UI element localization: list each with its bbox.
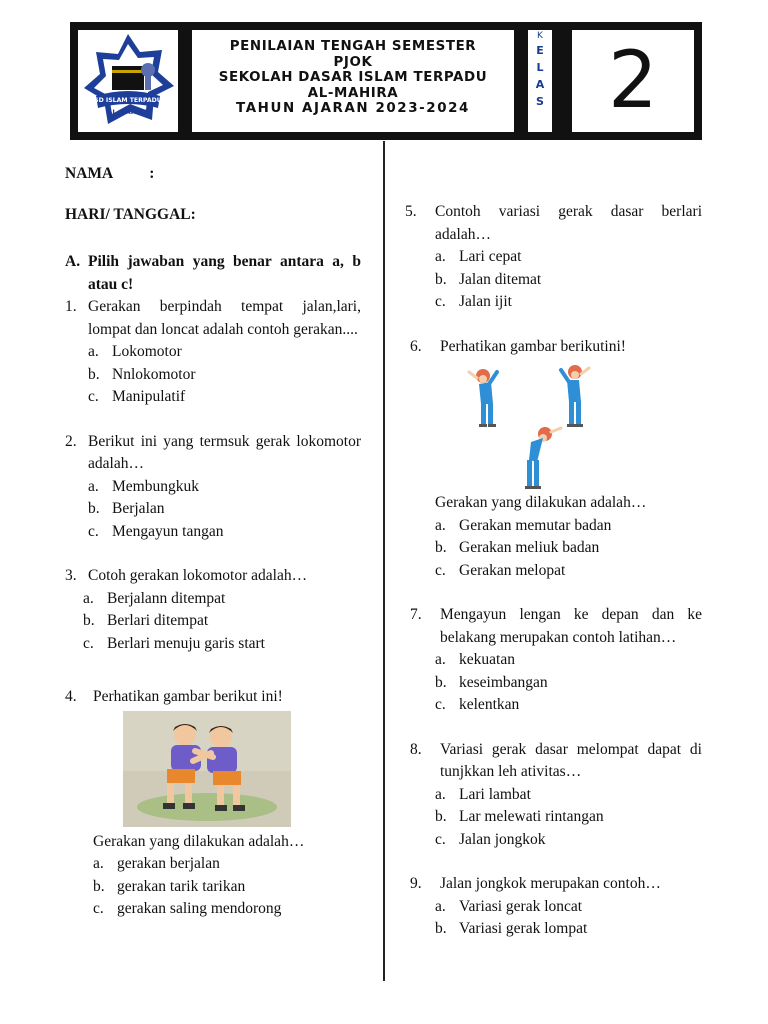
option-c: c. Jalan jongkok: [435, 830, 546, 848]
question-number: 2.: [65, 432, 77, 450]
column-divider: [383, 141, 385, 981]
question-text: Cotoh gerakan lokomotor adalah…: [88, 567, 308, 584]
nama-label: NAMA: [65, 165, 114, 182]
school-logo: [78, 30, 178, 132]
title-line-5: TAHUN AJARAN 2023-2024: [236, 101, 470, 116]
question-number: 3.: [65, 567, 77, 584]
option-a: a. Lokomotor: [88, 343, 182, 360]
option-b: b. Lar melewati rintangan: [435, 808, 604, 825]
question-number: 6.: [410, 337, 422, 355]
left-column: [65, 163, 361, 921]
kelas-letter: A: [535, 78, 545, 91]
question-subtext: Gerakan yang dilakukan adalah…: [435, 494, 647, 511]
option-b: b. Berjalan: [88, 500, 165, 517]
option-b: b. Jalan ditemat: [435, 270, 542, 288]
option-c: c. Gerakan melopat: [435, 561, 566, 579]
wrestling-illustration: [65, 711, 361, 827]
section-heading: [65, 251, 361, 296]
question-6: [405, 336, 702, 583]
header-banner: [70, 22, 702, 140]
option-c: c. Jalan ijit: [435, 293, 512, 310]
option-c: c. gerakan saling mendorong: [93, 900, 282, 917]
question-7: [405, 604, 702, 717]
question-text: Jalan jongkok merupakan contoh…: [440, 875, 661, 892]
title-line-4: AL-MAHIRA: [307, 85, 399, 101]
option-a: a. Variasi gerak loncat: [435, 897, 583, 915]
nama-field: [65, 163, 361, 186]
section-title: Pilih jawaban yang benar antara a, b atau c!: [88, 253, 361, 293]
title-line-3: SEKOLAH DASAR ISLAM TERPADU: [218, 70, 488, 85]
question-1: [65, 296, 361, 409]
question-text: Gerakan berpindah tempat jalan,lari, lompat dan loncat adalah contoh gerakan....: [88, 298, 361, 338]
option-b: b. Berlari ditempat: [83, 612, 209, 629]
option-b: b. Gerakan meliuk badan: [435, 539, 600, 556]
question-text: Perhatikan gambar berikutini!: [440, 337, 626, 355]
option-a: a. Lari lambat: [435, 785, 531, 803]
option-a: a. Membungkuk: [88, 477, 199, 495]
question-number: 4.: [65, 688, 77, 705]
question-text: Perhatikan gambar berikut ini!: [93, 688, 283, 705]
nama-separator: :: [149, 165, 155, 182]
option-a: a. gerakan berjalan: [93, 855, 220, 872]
section-letter: A.: [65, 253, 81, 270]
kelas-letter: E: [536, 44, 544, 57]
option-c: c. Mengayun tangan: [88, 522, 224, 540]
option-a: a. kekuatan: [435, 651, 515, 668]
question-text: Contoh variasi gerak dasar berlari adalah…: [435, 203, 702, 243]
svg-text:AL-MAHIRA: AL-MAHIRA: [107, 108, 149, 116]
right-column: [405, 201, 702, 941]
option-b: b. Nnlokomotor: [88, 365, 196, 383]
option-a: a. Berjalann ditempat: [83, 589, 226, 607]
option-c: c. Berlari menuju garis start: [83, 634, 265, 652]
question-text: Mengayun lengan ke depan dan ke belakang merupakan contoh latihan…: [440, 606, 702, 646]
question-number: 8.: [410, 740, 422, 758]
bending-illustration: [405, 362, 702, 492]
title-line-1: PENILAIAN TENGAH SEMESTER: [229, 39, 477, 54]
question-number: 5.: [405, 203, 417, 220]
svg-text:SD ISLAM TERPADU: SD ISLAM TERPADU: [94, 97, 162, 104]
question-number: 9.: [410, 875, 422, 892]
kelas-letter: S: [536, 95, 544, 108]
question-9: [405, 873, 702, 941]
option-a: a. Lari cepat: [435, 248, 522, 265]
question-text: Berikut ini yang termsuk gerak lokomotor adalah…: [88, 432, 361, 472]
option-b: b. keseimbangan: [435, 673, 548, 691]
kelas-letter: K: [537, 31, 543, 41]
question-number: 1.: [65, 298, 77, 315]
question-number: 7.: [410, 606, 422, 623]
question-3: [65, 565, 361, 655]
question-8: [405, 739, 702, 852]
option-c: c. Manipulatif: [88, 388, 186, 405]
hari-tanggal-field: HARI/ TANGGAL:: [65, 205, 196, 223]
question-5: [405, 201, 702, 314]
question-2: [65, 431, 361, 544]
school-logo-emblem: [78, 30, 178, 132]
kelas-label: [528, 30, 552, 132]
question-text: Variasi gerak dasar melompat dapat di tunjkkan leh ativitas…: [440, 740, 702, 780]
question-subtext: Gerakan yang dilakukan adalah…: [93, 832, 305, 850]
grade-number: 2: [572, 30, 694, 132]
option-b: b. Variasi gerak lompat: [435, 920, 588, 937]
exam-title: [192, 30, 514, 132]
question-4: [65, 686, 361, 921]
option-b: b. gerakan tarik tarikan: [93, 877, 246, 895]
title-line-2: PJOK: [333, 54, 373, 70]
option-c: c. kelentkan: [435, 696, 520, 713]
option-a: a. Gerakan memutar badan: [435, 516, 612, 534]
kelas-letter: L: [536, 61, 544, 74]
pushing-kids-image: [123, 711, 291, 827]
side-bend-image: [463, 362, 613, 492]
